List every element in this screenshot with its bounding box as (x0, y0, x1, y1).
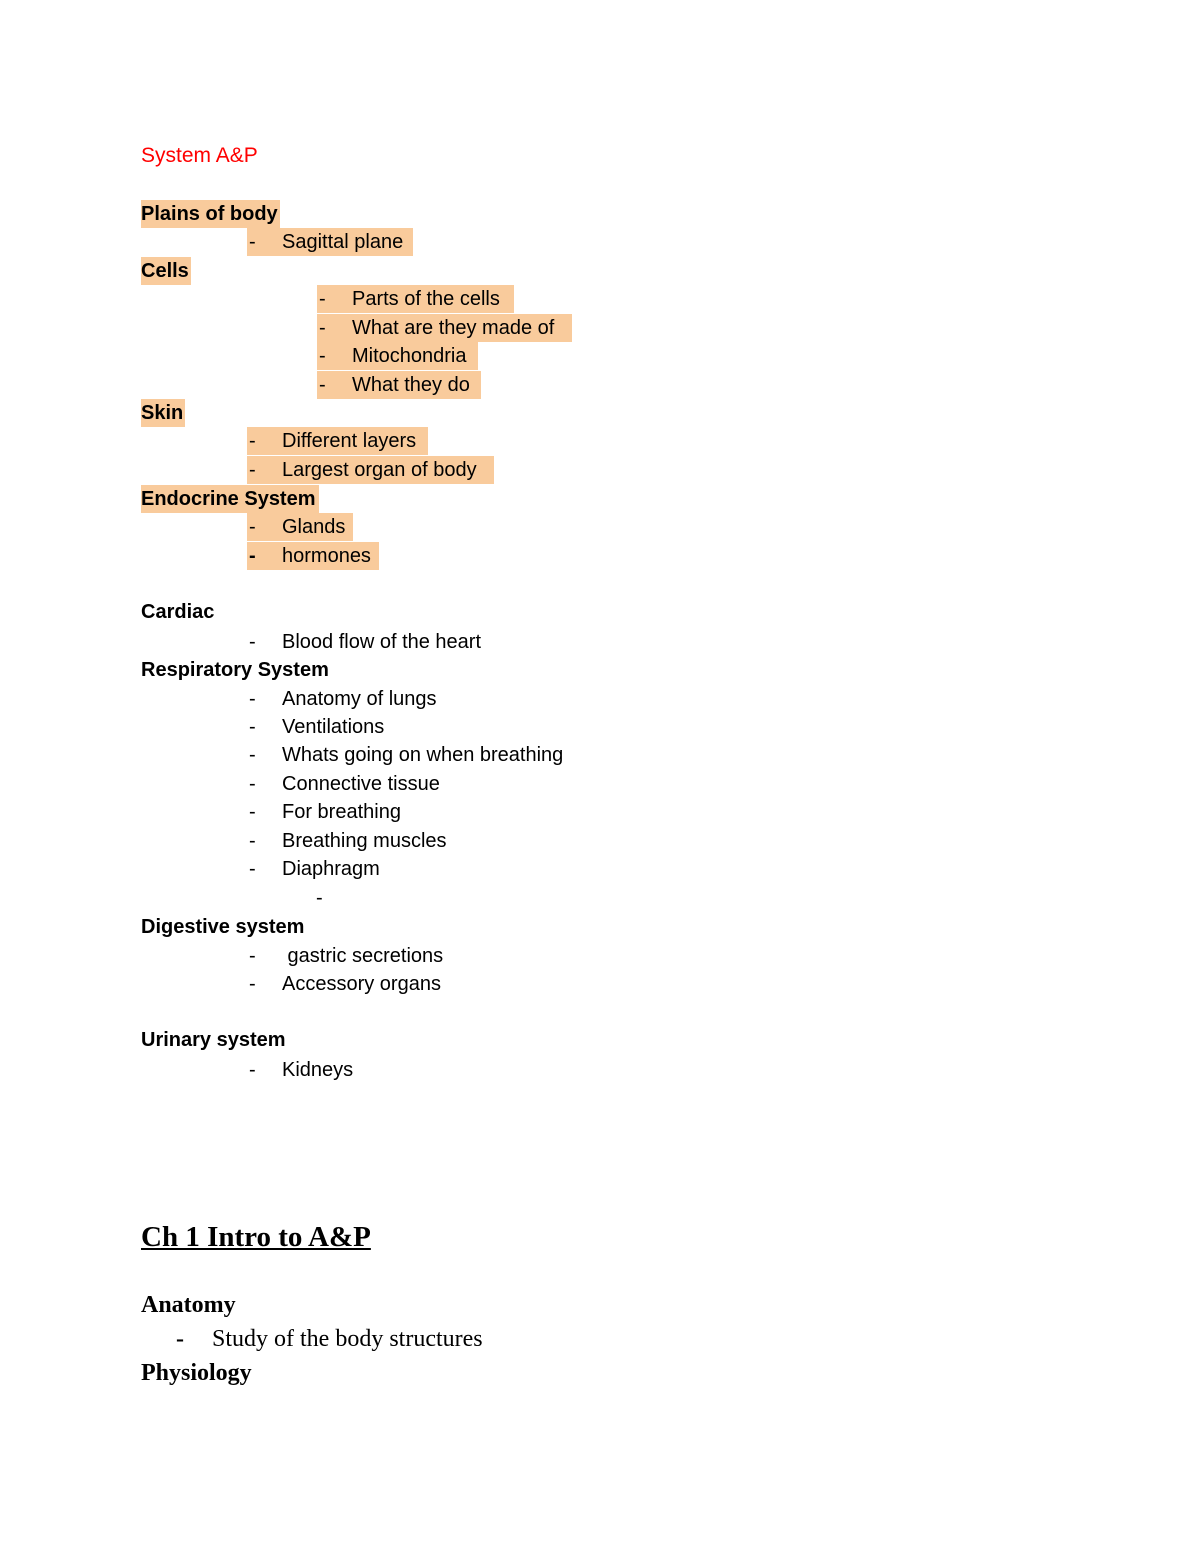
list-item: Glands (282, 516, 346, 538)
bullet-dash: - (319, 345, 326, 367)
list-item: Different layers (282, 430, 417, 452)
list-item: For breathing (282, 801, 401, 823)
bullet-dash: - (319, 374, 326, 396)
list-item: Kidneys (282, 1059, 354, 1081)
list-item: Accessory organs (282, 973, 441, 995)
bullet-dash: - (249, 1059, 256, 1081)
bullet-dash: - (249, 744, 256, 766)
bullet-dash: - (249, 545, 256, 567)
bullet-dash: - (319, 317, 326, 339)
section-heading-digestive-system: Digestive system (141, 916, 305, 938)
list-item: hormones (282, 545, 371, 567)
list-item: What are they made of (352, 317, 555, 339)
list-item: Mitochondria (352, 345, 467, 367)
bullet-dash: - (249, 801, 256, 823)
list-item: Diaphragm (282, 858, 380, 880)
list-item: Blood flow of the heart (282, 631, 482, 653)
list-item: Sagittal plane (282, 231, 404, 253)
bullet-dash: - (249, 716, 256, 738)
bullet-dash: - (249, 858, 256, 880)
list-item: Anatomy of lungs (282, 688, 437, 710)
list-item: What they do (352, 374, 470, 396)
section-heading-skin: Skin (141, 399, 185, 427)
bullet-dash: - (316, 887, 323, 909)
bullet-dash: - (249, 516, 256, 538)
section-heading-cells: Cells (141, 257, 191, 285)
section-heading-respiratory-system: Respiratory System (141, 659, 329, 681)
list-item: Connective tissue (282, 773, 440, 795)
section-heading-anatomy: Anatomy (141, 1292, 236, 1318)
section-heading-urinary-system: Urinary system (141, 1029, 286, 1051)
list-item: gastric secretions (282, 945, 444, 967)
section-heading-cardiac: Cardiac (141, 601, 215, 623)
bullet-dash: - (249, 631, 256, 653)
list-item: Whats going on when breathing (282, 744, 564, 766)
bullet-dash: - (249, 830, 256, 852)
bullet-dash: - (249, 688, 256, 710)
chapter-title: Ch 1 Intro to A&P (141, 1221, 371, 1253)
document-title: System A&P (141, 144, 258, 167)
bullet-dash: - (249, 945, 256, 967)
bullet-dash: - (249, 231, 256, 253)
list-item: Ventilations (282, 716, 385, 738)
list-item: Largest organ of body (282, 459, 477, 481)
section-heading-endocrine-system: Endocrine System (141, 485, 319, 513)
section-heading-plains-of-body: Plains of body (141, 200, 280, 228)
section-heading-physiology: Physiology (141, 1360, 252, 1386)
bullet-dash: - (249, 430, 256, 452)
list-item: Study of the body structures (212, 1326, 483, 1352)
bullet-dash: - (176, 1326, 184, 1352)
list-item: Parts of the cells (352, 288, 500, 310)
list-item: Breathing muscles (282, 830, 447, 852)
bullet-dash: - (249, 773, 256, 795)
bullet-dash: - (319, 288, 326, 310)
bullet-dash: - (249, 459, 256, 481)
bullet-dash: - (249, 973, 256, 995)
